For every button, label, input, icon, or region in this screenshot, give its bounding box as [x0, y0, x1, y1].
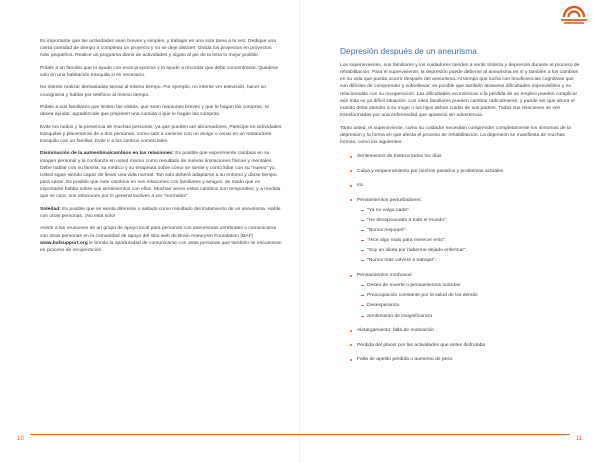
paragraph: Pídale a sus familiares que limiten las visitas, que sean reuniones breves y que le hagan las compras. Si desea ayudar, agradézcale que preparen una comida o que le hagan las compras.: [40, 104, 269, 118]
sub-list-item: "Nunca mejoraré".: [361, 227, 582, 234]
sunrise-logo-icon: [558, 2, 590, 24]
sub-list-item: "Hice algo malo para merecer esto".: [361, 237, 582, 244]
self-esteem-paragraph: [40, 150, 282, 200]
sub-list-item: Deseo de muerte o pensamientos suicidas: [361, 282, 582, 289]
support-text-post: le brinda la oportunidad de comunicarse con otras personas que también se encuentran en proceso de recuperación.: [40, 240, 282, 253]
list-item-text: Ira: [357, 183, 363, 189]
sub-list-item: "Ya no valgo nada".: [361, 207, 582, 214]
list-item: [350, 197, 582, 265]
sub-list-item: "He decepcionado a todo el mundo".: [361, 217, 582, 224]
list-item-text: Pensamientos perturbadores:: [357, 197, 422, 203]
section-title: Depresión después de un aneurisma: [340, 46, 477, 56]
list-item-text: Pérdida del placer por las actividades que antes disfrutaba: [357, 342, 486, 348]
sub-list-item: "Soy un idiota por haberme dejado enfermar".: [361, 247, 582, 254]
list-item: [350, 342, 582, 349]
self-esteem-text: Es posible que experimente cambios en su imagen personal y la confianza en usted mismo como resultado de nuevas limitaciones físicas y mentales. Debe hablar con su familia, su médico y su terapeuta sobre cómo se siente y cómo lidiar con su "nuevo" yo. Usted sigue siendo capaz de llevar una vida normal. Tan solo deberá adaptarse a su entorno y darse tiempo para sanar. Es posible que note cambios en sus relaciones con familiares y amigos, de modo que es importante hablar sobre sus sentimientos con ellos. Muchas veces estos cambios son temporales; y a medida que se cura, sus relaciones por lo general vuelven a ser "normales".: [40, 151, 281, 200]
list-item-text: Aletargamiento: falta de motivación: [357, 328, 435, 334]
sub-list: [357, 282, 582, 320]
list-item-text: Falta de apetito pérdida o aumento de peso: [357, 357, 453, 363]
left-page-text-column: [40, 38, 282, 259]
list-item-text: Sentimientos de tristeza todos los días: [357, 154, 442, 160]
sub-list-item: Preocupación constante por la salud de los demás: [361, 292, 582, 299]
paragraph: Tanto usted, el superviviente, como su cuidador necesitan comprender completamente los síntomas de la depresión y la forma en que afecta el proceso de rehabilitación. La depresión se manifiesta de muchas formas, como los siguientes:: [340, 125, 571, 145]
sub-list: [357, 207, 582, 265]
list-item: [350, 168, 582, 175]
list-item-text: Pensamientos morbosos:: [357, 272, 413, 278]
paragraph: Es importante que las actividades sean breves y simples, y trabajar en una sola tarea a la vez. Dedique una cierta cantidad de tiempo a completar un proyecto y no se deje distraer. Divida los proyectos en proyectos más pequeños. Realice un programa diario de actividades y sígalo al pie de la letra lo mejor posible.: [40, 39, 277, 59]
sub-list-item: Desesperanza: [361, 302, 582, 309]
list-item: [350, 327, 582, 334]
paragraph: No intente realizar demasiadas tareas al mismo tiempo. Por ejemplo, no intente ver televisión, hacer un crucigrama y hablar por teléfono al mismo tiempo.: [40, 85, 267, 98]
list-item: [350, 182, 582, 189]
right-page-text-column: [340, 46, 582, 371]
support-text-pre: Asistir a las reuniones de un grupo de apoyo local para personas con aneurismas cerebrales o comunicarse con otras personas en la comunidad de apoyo del sitio web de Brain Aneurysm Foundation (BAF): [40, 226, 277, 239]
paragraph: Pídale a un familiar que lo ayude con esos proyectos y lo ayude a recordar que debe concentrarse. Quédese solo en una habitación tranquila si es necesario.: [40, 65, 279, 78]
list-item: [350, 356, 582, 363]
right-page: [300, 0, 600, 463]
page-number-left: 10: [17, 436, 24, 442]
list-item: [350, 153, 582, 160]
loneliness-heading: Soledad:: [40, 206, 61, 212]
list-item-text: Culpa y empeoramiento por hechos pasados y problemas actuales: [357, 168, 504, 174]
loneliness-paragraph: [40, 206, 282, 220]
paragraph: Evite los ruidos y la presencia de muchas personas, ya que pueden ser abrumadores. Participe en actividades tranquilas y placenteras de a dos personas, como salir a caminar con un amigo o cenar en un restaurante tranquilo con un familiar. Evite ir a los centros comerciales.: [40, 124, 282, 144]
loneliness-text: Es posible que se sienta diferente o aislado como resultado del tratamiento de un aneurisma. Hable con otras personas. ¡No está solo!: [40, 206, 281, 219]
symptom-list: [340, 153, 582, 363]
sub-list-item: "Nunca más volveré a trabajar".: [361, 257, 582, 264]
page-number-right: 11: [576, 436, 583, 442]
support-paragraph: [40, 225, 282, 254]
self-esteem-heading: Disminución de la autoestima/cambios en las relaciones:: [40, 151, 174, 157]
footer-rule-right: [300, 434, 570, 435]
support-link[interactable]: www.bafsupport.org: [40, 240, 88, 246]
list-item: [350, 272, 582, 320]
paragraph: Los supervivientes, sus familiares y los cuidadores tienden a sentir tristeza y depresión durante el proceso de rehabilitación. Para el superviviente, la depresión puede deberse al aneurisma en sí y también a los cambios en su vida que pueda ocurrir después del aneurisma. Al tiempo que lucha con insuficiencias cognitivas que son difíciles de comprender y sobrellevar, es posible que también atraviese dificultades imprevisibles y no relacionadas con su recuperación. Las dificultades económicas o la pérdida de un empleo pueden complicar aún más su ya difícil situación. Los roles familiares pueden cambiar radicalmente, y puede ser que ahora el marido deba atender a su mujer o los hijos deban cuidar de sus padres. Todas sus relaciones se ven transformadas por una enfermedad que apareció sin advertencia.: [340, 63, 580, 119]
sub-list-item: Sentimiento de insignificancia: [361, 313, 582, 320]
footer-rule-left: [30, 434, 300, 435]
